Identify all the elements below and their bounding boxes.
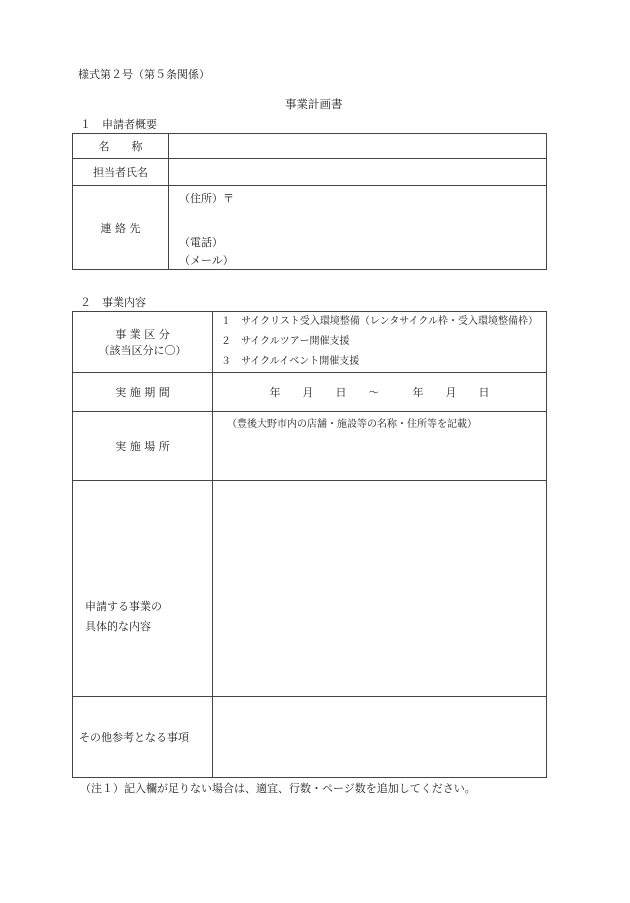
- contact-person-field[interactable]: [169, 159, 547, 186]
- location-label: 実 施 場 所: [73, 412, 213, 481]
- location-field[interactable]: [213, 412, 547, 481]
- form-number: 様式第２号（第５条関係）: [78, 68, 210, 81]
- other-field[interactable]: [213, 697, 547, 778]
- applicant-table: [72, 133, 547, 270]
- category-options: [213, 312, 547, 373]
- category-label-line2: （該当区分に〇）: [98, 344, 187, 357]
- location-note: （豊後大野市内の店舗・施設等の名称・住所等を記載）: [227, 419, 477, 430]
- details-label-line1: 申請する事業の: [85, 599, 162, 613]
- phone-label: （電話）: [179, 236, 223, 249]
- contact-field[interactable]: [169, 186, 547, 270]
- name-field[interactable]: [169, 134, 547, 159]
- section1-heading: １ 申請者概要: [80, 118, 157, 131]
- contact-person-label: 担当者氏名: [73, 159, 169, 186]
- email-label: （メール）: [179, 254, 234, 267]
- address-label: （住所）〒: [179, 192, 234, 205]
- period-label: 実 施 期 間: [73, 373, 213, 412]
- category-option[interactable]: １ サイクリスト受入環境整備（レンタサイクル枠・受入環境整備枠）: [221, 316, 539, 327]
- contact-label: 連 絡 先: [73, 186, 169, 270]
- details-label-line2: 具体的な内容: [85, 619, 151, 633]
- category-option[interactable]: ３ サイクルイベント開催支援: [221, 356, 360, 367]
- period-field[interactable]: 年 月 日 ～ 年 月 日: [213, 373, 547, 412]
- section2-heading: ２ 事業内容: [80, 296, 146, 309]
- details-field[interactable]: [213, 481, 547, 697]
- other-label: その他参考となる事項: [73, 697, 213, 778]
- project-table: [72, 311, 547, 778]
- category-option[interactable]: ２ サイクルツアー開催支援: [221, 336, 350, 347]
- name-label: 名 称: [73, 134, 169, 159]
- details-label: [73, 481, 213, 697]
- category-label: [73, 312, 213, 373]
- document-title: 事業計画書: [285, 97, 343, 111]
- footnote: （注１）記入欄が足りない場合は、適宜、行数・ページ数を追加してください。: [80, 782, 476, 795]
- category-label-line1: 事 業 区 分: [115, 328, 170, 341]
